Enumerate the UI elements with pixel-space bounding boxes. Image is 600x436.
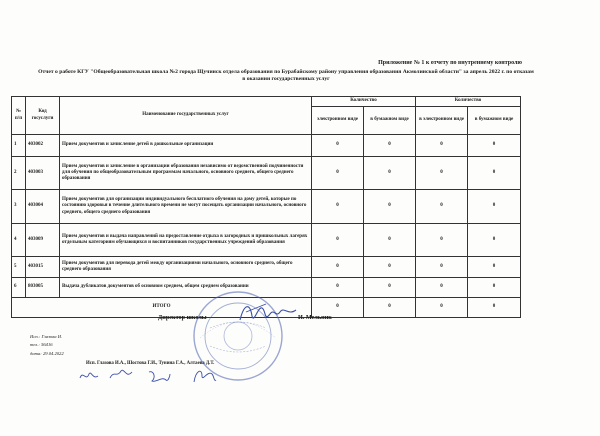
- table-row: [12, 190, 521, 224]
- total-value: 0: [416, 298, 468, 318]
- report-date: дата: 29.04.2022: [30, 350, 64, 356]
- executor-signature-2: [108, 366, 134, 382]
- executor-info: [30, 333, 64, 358]
- table-row: [12, 157, 521, 190]
- total-value: 0: [468, 298, 521, 318]
- row-value: 0: [468, 224, 521, 257]
- row-value: 0: [468, 135, 521, 157]
- row-value: 0: [416, 257, 468, 278]
- header-sub-paper-1: в бумажном виде: [364, 107, 416, 135]
- header-sub-electronic-1: электронном виде: [312, 107, 364, 135]
- row-code: 403009: [26, 224, 60, 257]
- row-value: 0: [312, 257, 364, 278]
- table-row: [12, 135, 521, 157]
- director-position: Директор школы: [158, 314, 207, 321]
- header-sub-paper-2: в бумажном виде: [468, 107, 521, 135]
- executor-signature-3: [146, 368, 172, 386]
- row-name: Прием документов и зачисление детей в дошкольные организации: [60, 135, 312, 157]
- executor-name: Исп.: Глазова И.: [30, 334, 63, 339]
- row-value: 0: [364, 157, 416, 190]
- row-value: 0: [364, 257, 416, 278]
- row-value: 0: [416, 135, 468, 157]
- row-value: 0: [468, 157, 521, 190]
- row-code: 403015: [26, 257, 60, 278]
- row-value: 0: [364, 224, 416, 257]
- row-value: 0: [312, 224, 364, 257]
- executor-signature-4: [190, 366, 218, 386]
- appendix-note: Приложение № 1 к отчету по внутреннему контролю: [378, 60, 522, 66]
- row-name: Выдача дубликатов документов об основном среднем, общем среднем образовании: [60, 278, 312, 298]
- row-value: 0: [364, 190, 416, 224]
- header-sub-electronic-2: в электронном виде: [416, 107, 468, 135]
- row-value: 0: [416, 157, 468, 190]
- row-code: 403003: [26, 157, 60, 190]
- row-value: 0: [312, 190, 364, 224]
- header-group-1: Количество: [312, 97, 416, 107]
- row-value: 0: [468, 257, 521, 278]
- row-value: 0: [416, 224, 468, 257]
- row-value: 0: [468, 278, 521, 298]
- row-value: 0: [364, 278, 416, 298]
- director-name: И. Мельник: [298, 314, 332, 321]
- director-handwritten-signature: [236, 298, 300, 328]
- row-value: 0: [364, 135, 416, 157]
- report-title: Отчет о работе КГУ "Общеобразовательная школа №2 города Щучинск отдела образования по Бурабайскому району управления образования Акмолинской области" за апрель 2022 г. по отказам в оказании государственных услуг: [38, 69, 534, 83]
- row-value: 0: [468, 190, 521, 224]
- row-num: 5: [12, 257, 26, 278]
- services-table: [11, 96, 521, 318]
- row-num: 3: [12, 190, 26, 224]
- row-code: 403002: [26, 135, 60, 157]
- table-row: [12, 257, 521, 278]
- row-name: Прием документов и зачисление в организации образования независимо от ведомственной подчиненности для обучения по общеобразовательным программам начального, основного среднего, общего среднего образования: [60, 157, 312, 190]
- row-code: 403004: [26, 190, 60, 224]
- executor-signature-1: [78, 368, 100, 384]
- row-num: 1: [12, 135, 26, 157]
- total-value: 0: [312, 298, 364, 318]
- row-value: 0: [312, 135, 364, 157]
- header-num: № п/п: [12, 97, 26, 135]
- table-row: [12, 224, 521, 257]
- total-label: ИТОГО: [12, 298, 312, 318]
- row-value: 0: [416, 190, 468, 224]
- row-value: 0: [312, 157, 364, 190]
- row-code: 803005: [26, 278, 60, 298]
- row-name: Прием документов и выдача направлений на предоставление отдыха в загородных и пришкольных лагерях отдельным категориям обучающихся и воспитанников государственных учреждений образования: [60, 224, 312, 257]
- row-name: Прием документов для перевода детей между организациями начального, основного среднего, общего среднего образования: [60, 257, 312, 278]
- row-name: Прием документов для организации индивидуального бесплатного обучения на дому детей, которые по состоянию здоровья в течение длительного времени не могут посещать организации начального, основного среднего, общего среднего образования: [60, 190, 312, 224]
- row-num: 4: [12, 224, 26, 257]
- row-num: 2: [12, 157, 26, 190]
- row-value: 0: [312, 278, 364, 298]
- row-num: 6: [12, 278, 26, 298]
- director-signature-line: [158, 314, 332, 321]
- header-name: Наименование государственных услуг: [60, 97, 312, 135]
- header-group-2: Количество: [416, 97, 521, 107]
- executor-phone: тел.: 56416: [30, 342, 53, 348]
- row-value: 0: [416, 278, 468, 298]
- total-value: 0: [364, 298, 416, 318]
- header-code: Код госуслуги: [26, 97, 60, 135]
- executors-list: Исп. Глазова И.А., Шостова Г.И., Тунина Г.А., Алтаева Д.Т.: [86, 361, 215, 366]
